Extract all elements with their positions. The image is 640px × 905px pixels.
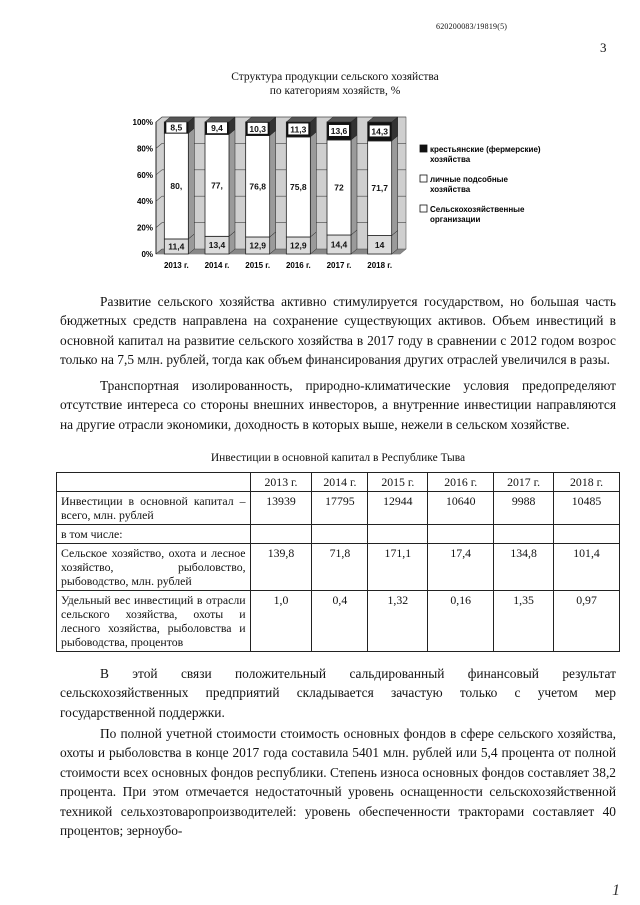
data-label: 76,8 [249,181,266,192]
row-label: Инвестиции в основной капитал – всего, млн. рублей [57,492,251,525]
bar-segment-side [188,128,194,239]
bar-segment-side [351,135,357,235]
table-cell: 134,8 [494,544,554,591]
handwritten-mark: 1 [612,882,620,899]
legend-swatch [420,145,427,152]
table-cell: 17795 [312,492,368,525]
row-label: в том числе: [57,525,251,544]
y-tick-label: 40% [136,197,153,207]
header-year: 2013 г. [250,473,312,492]
row-label: Удельный вес инвестиций в отрасли сельского хозяйства, охоты и лесного хозяйства, рыболовства и рыбоводства, процентов [57,591,251,652]
table-cell: 10485 [554,492,620,525]
table-row [57,492,620,525]
paragraph-3: В этой связи положительный сальдированный финансовый результат сельскохозяйственных предприятий складывается зачастую только с учетом мер государственной поддержки. [60,666,616,720]
y-tick-label: 20% [136,223,153,233]
header-year: 2016 г. [428,473,494,492]
x-tick-label: 2015 г. [245,261,271,270]
x-tick-label: 2014 г. [204,261,230,270]
legend-swatch [420,205,427,212]
data-label: 11,4 [168,241,185,252]
table-row [57,525,620,544]
header-year: 2015 г. [368,473,428,492]
data-label: 14,4 [330,239,348,250]
table-cell: 0,16 [428,591,494,652]
data-label: 72 [334,182,344,193]
x-tick-label: 2013 г. [163,261,189,270]
x-tick-label: 2016 г. [285,261,311,270]
data-label: 14,3 [371,126,388,137]
table-cell: 101,4 [554,544,620,591]
table-cell: 1,32 [368,591,428,652]
legend-label: крестьянские (фермерские) [430,145,541,154]
table-cell [250,525,312,544]
data-label: 10,3 [249,123,266,134]
table-cell: 139,8 [250,544,312,591]
legend-label: личные подсобные [430,175,508,184]
y-tick-label: 80% [136,144,153,154]
table-cell [554,525,620,544]
table-row [57,544,620,591]
data-label: 14 [374,239,385,250]
document-id: 620200083/19819(5) [436,22,508,31]
bar-segment-side [229,129,235,236]
table-cell: 0,4 [312,591,368,652]
chart-title-line-2: по категориям хозяйств, % [269,85,401,97]
y-tick-label: 0% [141,250,153,259]
table-cell: 10640 [428,492,494,525]
data-label: 80, [170,181,183,192]
data-label: 75,8 [290,181,307,192]
row-label: Сельское хозяйство, охота и лесное хозяйство, рыболовство, рыбоводство, млн. рублей [57,544,251,591]
page-number: 3 [600,40,607,55]
header-year: 2014 г. [312,473,368,492]
stacked-bar-chart [120,104,570,276]
legend-label: Сельскохозяйственные [430,205,525,214]
data-label: 13,4 [208,240,226,251]
table-cell: 71,8 [312,544,368,591]
data-label: 8,5 [170,122,183,133]
paragraph-1: Развитие сельского хозяйства активно стимулируется государством, но большая часть бюджетных средств направлена на сохранение существующих активов. Объем инвестиций в основной капитал на развитие сельского хозяйства в 2017 году в сравнении с 2012 годом возрос только на 7,5 млн. рублей, тогда как объем финансирования других отраслей увеличился в разы. [60,294,616,368]
table-cell [312,525,368,544]
y-tick-label: 100% [132,118,153,127]
table-cell [428,525,494,544]
bar-segment-side [310,132,316,237]
header-year: 2017 г. [494,473,554,492]
data-label: 11,3 [290,124,307,135]
table-header-row [57,473,620,492]
x-tick-label: 2018 г. [367,261,393,270]
table-cell: 1,35 [494,591,554,652]
table-row [57,591,620,652]
legend-label: организации [430,215,481,224]
data-label: 77, [211,180,223,191]
table-cell [494,525,554,544]
chart-title-line-1: Структура продукции сельского хозяйства [231,71,439,83]
bar-segment-side [392,136,398,236]
investments-table [56,472,620,652]
table-cell: 13939 [250,492,312,525]
legend-swatch [420,175,427,182]
legend-label: хозяйства [430,155,471,164]
paragraph-4: По полной учетной стоимости стоимость основных фондов в сфере сельского хозяйства, охоты и рыболовства в конце 2017 года составила 5401 млн. рублей или 5,4 процента от полной стоимости всех основных фондов республики. Степень износа основных фондов составляет 38,2 процента. При этом отмечается недостаточный уровень оснащенности сельскохозяйственной техникой сельхозтоваропроизводителей: уровень обеспеченности тракторами составляет 40 процентов; зерноубо- [60,726,616,839]
table-cell [368,525,428,544]
table-cell: 171,1 [368,544,428,591]
chart-title [190,70,480,98]
bar-segment-side [270,131,276,237]
table-caption: Инвестиции в основной капитал в Республике Тыва [210,452,466,464]
table-cell: 12944 [368,492,428,525]
header-empty-cell [57,473,251,492]
data-label: 12,9 [249,240,266,251]
legend-label: хозяйства [430,185,471,194]
x-tick-label: 2017 г. [326,261,352,270]
data-label: 13,6 [330,125,348,136]
table-cell: 9988 [494,492,554,525]
data-label: 12,9 [290,240,307,251]
table-cell: 0,97 [554,591,620,652]
data-label: 71,7 [371,183,388,194]
table-cell: 1,0 [250,591,312,652]
header-year: 2018 г. [554,473,620,492]
paragraph-2: Транспортная изолированность, природно-климатические условия предопределяют отсутствие интереса со стороны внешних инвесторов, а внутренние инвестиции направляются на другие отрасли экономики, доходность в которых выше, нежели в сельском хозяйстве. [60,378,616,432]
y-tick-label: 60% [136,170,153,180]
data-label: 9,4 [211,123,223,134]
table-cell: 17,4 [428,544,494,591]
